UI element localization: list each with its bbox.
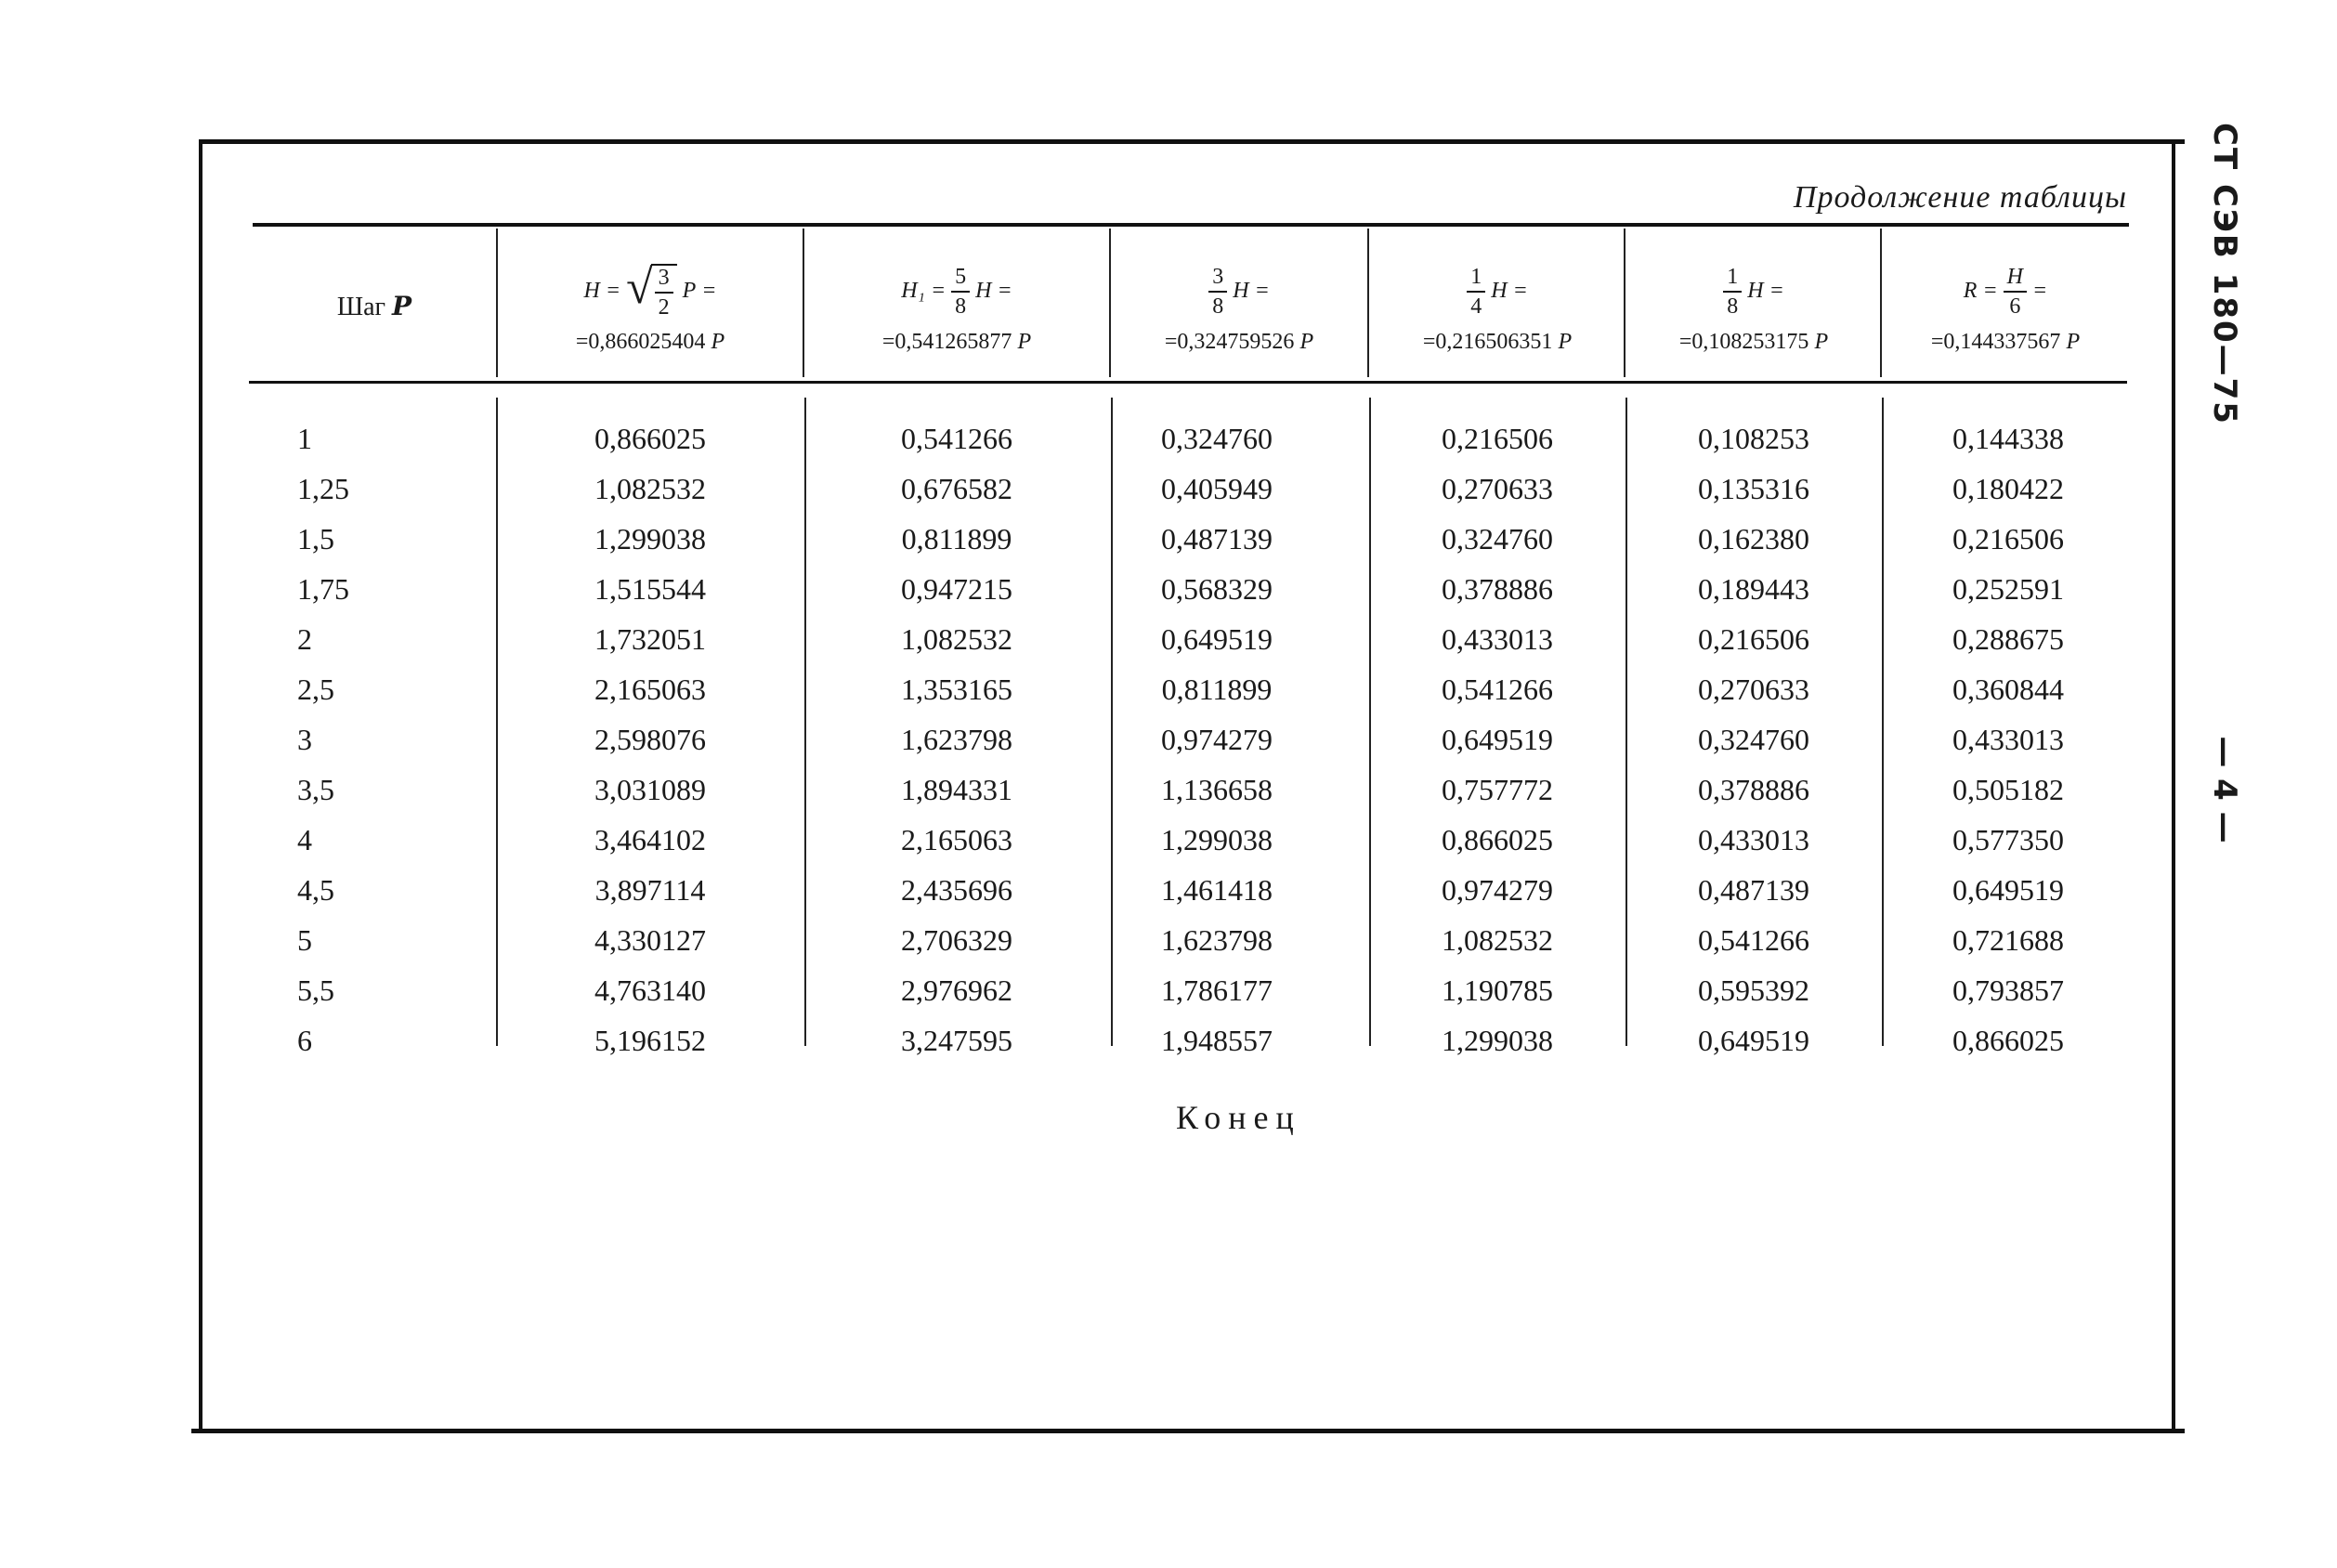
formula-den: 6 (2009, 294, 2021, 319)
value-cell: 3,031089 (594, 773, 706, 806)
value-cell: 2,435696 (901, 873, 1012, 907)
formula-value: =0,324759526 (1164, 329, 1295, 354)
formula-value: =0,108253175 (1678, 329, 1809, 354)
value-cell: 0,721688 (1952, 923, 2064, 957)
value-cell: 0,324760 (1442, 522, 1553, 555)
step-cell: 3 (297, 723, 312, 756)
value-cell: 4,330127 (594, 923, 706, 957)
formula-eq: = (1512, 279, 1528, 303)
value-cell: 0,793857 (1952, 973, 2064, 1007)
formula-lhs: R (1963, 279, 1978, 303)
step-cell: 1,75 (297, 572, 349, 606)
table-top-rule (253, 223, 2129, 227)
value-cell: 0,866025 (1442, 823, 1553, 856)
value-cell: 1,353165 (901, 673, 1012, 706)
formula-unit: P (2066, 329, 2081, 354)
frame-top-rule (199, 139, 2185, 144)
value-cell: 1,082532 (1442, 923, 1553, 957)
header-col-r (1884, 232, 2127, 381)
table-caption: Продолжение таблицы (1793, 180, 2127, 215)
value-cell: 2,706329 (901, 923, 1012, 957)
header-step (253, 232, 496, 381)
frame-bottom-rule (191, 1429, 2185, 1433)
formula-unit: P (1299, 329, 1314, 354)
formula-unit: P (1814, 329, 1829, 354)
value-cell: 0,216506 (1952, 522, 2064, 555)
formula-unit: P (711, 329, 725, 354)
step-cell: 3,5 (297, 773, 334, 806)
value-cell: 1,299038 (1442, 1024, 1553, 1057)
value-cell: 2,165063 (594, 673, 706, 706)
value-cell: 3,897114 (594, 873, 706, 907)
value-cell: 0,433013 (1698, 823, 1809, 856)
step-cell: 5 (297, 923, 312, 957)
value-cell: 0,135316 (1698, 472, 1809, 505)
header-bottom-rule (249, 381, 2127, 384)
value-cell: 0,360844 (1952, 673, 2064, 706)
formula-den: 8 (955, 294, 967, 319)
value-cell: 0,144338 (1952, 422, 2064, 455)
value-cell: 0,433013 (1442, 622, 1553, 656)
value-cell: 0,270633 (1698, 673, 1809, 706)
value-cell: 0,541266 (901, 422, 1012, 455)
formula-value: =0,541265877 (881, 329, 1012, 354)
formula-value: =0,216506351 (1422, 329, 1553, 354)
header-step-label: Шаг (336, 293, 386, 321)
step-cell: 1 (297, 422, 312, 455)
formula-eq: = (701, 279, 717, 303)
value-cell: 0,487139 (1161, 522, 1273, 555)
value-cell: 0,757772 (1442, 773, 1553, 806)
formula-num: 5 (951, 266, 970, 293)
value-cell: 5,196152 (594, 1024, 706, 1057)
formula-var: H (975, 279, 992, 303)
formula-value: =0,144337567 (1930, 329, 2061, 354)
value-cell: 0,947215 (901, 572, 1012, 606)
value-cell: 0,108253 (1698, 422, 1809, 455)
sqrt-sign: √ $\frac{3}{2}$ (626, 264, 677, 319)
value-cell: 1,623798 (901, 723, 1012, 756)
formula-num: 1 (1467, 266, 1485, 293)
step-cell: 5,5 (297, 973, 334, 1007)
formula-eq: = (2032, 279, 2048, 303)
formula-den: 8 (1212, 294, 1224, 319)
value-cell: 0,288675 (1952, 622, 2064, 656)
value-cell: 0,811899 (901, 522, 1012, 555)
value-cell: 1,136658 (1161, 773, 1273, 806)
value-cell: 0,216506 (1698, 622, 1809, 656)
formula-unit: P (1558, 329, 1573, 354)
formula-var: H (1747, 279, 1764, 303)
value-cell: 3,464102 (594, 823, 706, 856)
formula-den: 4 (1470, 294, 1482, 319)
value-cell: 1,461418 (1161, 873, 1273, 907)
step-cell: 1,25 (297, 472, 349, 505)
frame-left-rule (199, 139, 202, 1432)
value-cell: 1,082532 (594, 472, 706, 505)
formula-value: =0,866025404 (575, 329, 706, 354)
value-cell: 0,568329 (1161, 572, 1273, 606)
formula-eq: = (605, 279, 621, 303)
value-cell: 1,299038 (594, 522, 706, 555)
formula-num: 3 (655, 267, 673, 294)
value-cell: 0,649519 (1442, 723, 1553, 756)
value-cell: 1,732051 (594, 622, 706, 656)
end-label: Конец (1176, 1099, 1301, 1136)
value-cell: 0,649519 (1161, 622, 1273, 656)
value-cell: 2,598076 (594, 723, 706, 756)
formula-num: 1 (1723, 266, 1742, 293)
formula-eq: = (997, 279, 1012, 303)
value-cell: 4,763140 (594, 973, 706, 1007)
value-cell: 0,189443 (1698, 572, 1809, 606)
value-cell: 0,577350 (1952, 823, 2064, 856)
value-cell: 0,324760 (1698, 723, 1809, 756)
body-divider (1625, 398, 1627, 1046)
value-cell: 0,676582 (901, 472, 1012, 505)
header-col-1-8h (1625, 232, 1882, 381)
value-cell: 0,162380 (1698, 522, 1809, 555)
page-number-text: — 4 — (2206, 736, 2243, 843)
value-cell: 2,165063 (901, 823, 1012, 856)
body-divider (804, 398, 806, 1046)
header-col-1-4h (1369, 232, 1625, 381)
body-divider (496, 398, 498, 1046)
standard-code (2183, 123, 2266, 425)
value-cell: 0,378886 (1442, 572, 1553, 606)
formula-num: H (2004, 266, 2027, 293)
step-cell: 4,5 (297, 873, 334, 907)
value-cell: 0,180422 (1952, 472, 2064, 505)
value-cell: 0,378886 (1698, 773, 1809, 806)
header-step-var: P (392, 291, 412, 321)
standard-code-text: СТ СЭВ 180—75 (2206, 123, 2243, 425)
value-cell: 0,405949 (1161, 472, 1273, 505)
value-cell: 0,541266 (1698, 923, 1809, 957)
value-cell: 0,505182 (1952, 773, 2064, 806)
formula-unit: P (1017, 329, 1032, 354)
step-cell: 6 (297, 1024, 312, 1057)
formula-eq: = (1982, 279, 1998, 303)
header-col-h1 (804, 232, 1109, 381)
formula-eq: = (1254, 279, 1270, 303)
value-cell: 0,487139 (1698, 873, 1809, 907)
value-cell: 0,595392 (1698, 973, 1809, 1007)
value-cell: 1,082532 (901, 622, 1012, 656)
value-cell: 1,948557 (1161, 1024, 1273, 1057)
body-divider (1111, 398, 1113, 1046)
value-cell: 0,811899 (1161, 673, 1273, 706)
value-cell: 1,894331 (901, 773, 1012, 806)
formula-lhs: H (583, 279, 600, 303)
formula-den: 2 (658, 295, 670, 320)
value-cell: 1,299038 (1161, 823, 1273, 856)
formula-den: 8 (1727, 294, 1739, 319)
body-divider (1882, 398, 1884, 1046)
value-cell: 0,541266 (1442, 673, 1553, 706)
value-cell: 0,866025 (1952, 1024, 2064, 1057)
formula-lhs: H₁ (901, 279, 925, 303)
value-cell: 1,623798 (1161, 923, 1273, 957)
frame-right-rule (2172, 139, 2175, 1432)
value-cell: 0,433013 (1952, 723, 2064, 756)
header-col-h (498, 232, 803, 381)
step-cell: 1,5 (297, 522, 334, 555)
formula-eq: = (1769, 279, 1784, 303)
value-cell: 0,270633 (1442, 472, 1553, 505)
step-cell: 2 (297, 622, 312, 656)
value-cell: 0,216506 (1442, 422, 1553, 455)
value-cell: 1,190785 (1442, 973, 1553, 1007)
formula-num: 3 (1208, 266, 1227, 293)
formula-eq: = (930, 279, 947, 303)
step-cell: 2,5 (297, 673, 334, 706)
value-cell: 0,866025 (594, 422, 706, 455)
value-cell: 0,324760 (1161, 422, 1273, 455)
formula-var: H (1491, 279, 1508, 303)
value-cell: 1,515544 (594, 572, 706, 606)
page-number (2183, 734, 2266, 845)
value-cell: 0,252591 (1952, 572, 2064, 606)
body-divider (1369, 398, 1371, 1046)
value-cell: 0,974279 (1161, 723, 1273, 756)
value-cell: 0,649519 (1952, 873, 2064, 907)
formula-var: P (682, 279, 697, 303)
value-cell: 0,974279 (1442, 873, 1553, 907)
value-cell: 0,649519 (1698, 1024, 1809, 1057)
step-cell: 4 (297, 823, 312, 856)
value-cell: 2,976962 (901, 973, 1012, 1007)
value-cell: 1,786177 (1161, 973, 1273, 1007)
formula-var: H (1233, 279, 1249, 303)
value-cell: 3,247595 (901, 1024, 1012, 1057)
header-col-3-8h (1111, 232, 1367, 381)
